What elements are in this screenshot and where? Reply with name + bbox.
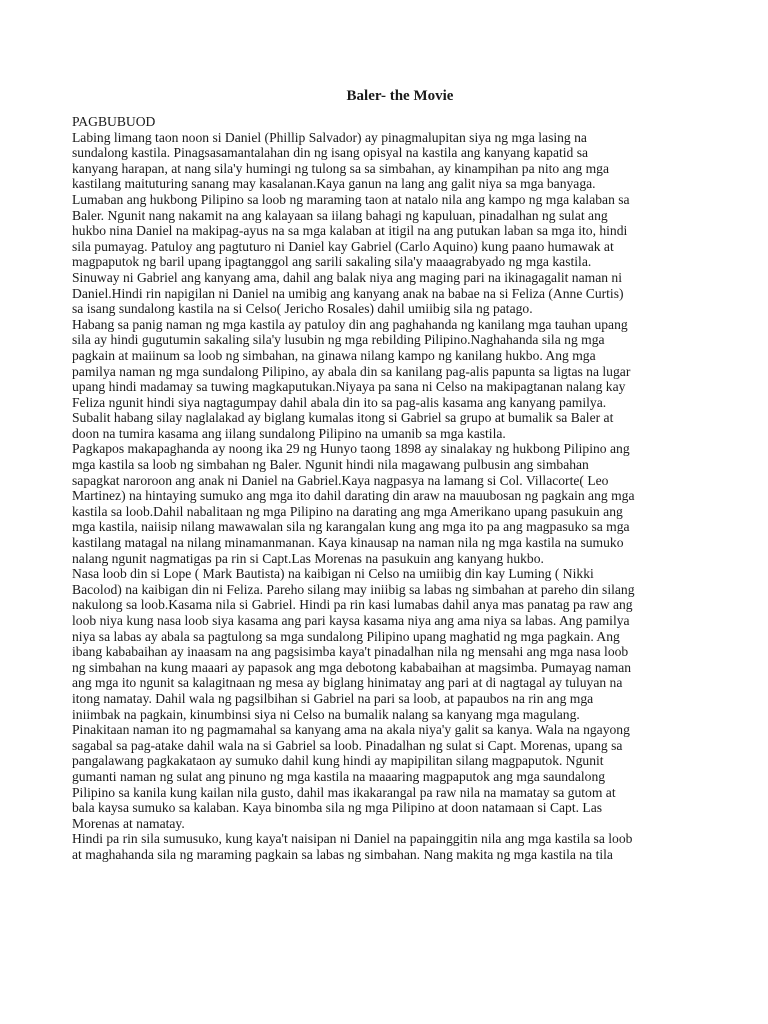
text-line: itong namatay. Dahil wala ng pagsilbihan si Gabriel na pari sa loob, at papaubos na rin ang mga <box>72 690 594 706</box>
title-main: Baler <box>346 88 381 104</box>
text-line: kastila sa loob.Dahil nabalitaan ng mga Pilipino na darating ang mga Amerikano upang pasukuin ang <box>72 503 623 519</box>
text-line: Bacolod) na kaibigan din ni Feliza. Pareho silang may iniibig sa labas ng simbahan at pareho din silang <box>72 581 635 597</box>
text-line: niya sa labas ay abala sa pagtulong sa mga sundalong Pilipino upang maghatid ng mga pagkain. Ang <box>72 628 620 644</box>
text-line: bala kaysa sumuko sa kalaban. Kaya binomba sila ng mga Pilipino at doon natamaan si Capt. Las <box>72 800 603 816</box>
text-line: Subalit habang silay naglalakad ay biglang kumalas itong si Gabriel sa grupo at bumalik sa Baler at <box>72 410 614 426</box>
text-line: kanyang harapan, at nang sila'y humingi ng tulong sa sa simbahan, ay kinampihan pa nito ang mga <box>72 160 610 176</box>
text-line: ng simbahan na kung maaari ay papasok ang mga debotong kababaihan at magsimba. Pumayag naman <box>72 659 632 675</box>
text-line: Feliza ngunit hindi siya nagtagumpay dahil abala din ito sa pag-alis kasama ang kanyang pamilya. <box>72 394 607 410</box>
text-line: Labing limang taon noon si Daniel (Phillip Salvador) ay pinagmalupitan siya ng mga lasing na <box>72 129 587 145</box>
text-line: Morenas at namatay. <box>72 815 185 831</box>
text-line: pamilya naman ng mga sundalong Pilipino, ay abala din sa kanilang pag-alis papunta sa ligtas na lugar <box>72 363 631 379</box>
text-line: sundalong kastila. Pinagsasamantalahan din ng isang opisyal na kastila ang kanyang kapatid sa <box>72 145 589 161</box>
text-line: mga kastila, naiisip nilang mawawalan sila ng karangalan kung ang mga ito pa ang magpasuko sa mga <box>72 519 630 535</box>
text-line: sa isang sundalong kastila na si Celso( Jericho Rosales) dahil umiibig sila ng patago. <box>72 301 533 317</box>
text-line: Pagkapos makapaghanda ay noong ika 29 ng Hunyo taong 1898 ay sinalakay ng hukbong Pilipino ang <box>72 441 630 457</box>
text-line: Lumaban ang hukbong Pilipino sa loob ng maraming taon at natalo nila ang kampo ng mga kalaban sa <box>72 191 630 207</box>
text-line: mga kastila sa loob ng simbahan ng Baler. Ngunit hindi nila magawang pulbusin ang simbahan <box>72 457 589 473</box>
text-line: Pilipino sa kanila kung kailan nila gusto, dahil mas ikakarangal pa raw nila na mamatay sa gutom at <box>72 784 616 800</box>
text-line: Hindi pa rin sila sumusuko, kung kaya't naisipan ni Daniel na papainggitin nila ang mga kastila sa loob <box>72 831 633 847</box>
text-line: nalang ngunit nagmatigas pa rin si Capt.Las Morenas na pasukuin ang kanyang hukbo. <box>72 550 544 566</box>
document-title <box>72 86 728 106</box>
text-line: Baler. Ngunit nang nakamit na ang kalayaan sa iilang bahagi ng kapuluan, pinadalhan ng sulat ang <box>72 207 608 223</box>
document-body <box>72 114 728 863</box>
text-line: at maghahanda sila ng maraming pagkain sa labas ng simbahan. Nang makita ng mga kastila na tila <box>72 846 613 862</box>
text-line: sila ay hindi gugutumin sakaling sila'y lusubin ng mga rebilding Pilipino.Naghahanda sila ng mga <box>72 332 605 348</box>
text-line: Pinakitaan naman ito ng pagmamahal sa kanyang ama na akala niya'y galit sa kanya. Wala na ngayong <box>72 722 630 738</box>
text-line: Habang sa panig naman ng mga kastila ay patuloy din ang paghahanda ng kanilang mga tauhan upang <box>72 316 628 332</box>
section-heading: PAGBUBUOD <box>72 114 156 129</box>
title-rest: - the Movie <box>380 88 454 104</box>
text-line: kastilang matagal na nilang minamanmanan. Kaya kinausap na naman nila ng mga kastila na sumuko <box>72 535 624 551</box>
text-line: ibang kababaihan ay inaasam na ang pagsisimba kaya't pinadalhan nila ng mensahi ang mga nasa loob <box>72 644 629 660</box>
text-line: Nasa loob din si Lope ( Mark Bautista) na kaibigan ni Celso na umiibig din kay Luming ( Nikki <box>72 566 594 582</box>
text-line: upang hindi madamay sa tuwing magkaputukan.Niyaya pa sana ni Celso na makipagtanan nalang kay <box>72 379 626 395</box>
text-line: nakulong sa loob.Kasama nila si Gabriel. Hindi pa rin kasi lumabas dahil anya mas panatag pa raw ang <box>72 597 633 613</box>
text-line: sapagkat naroroon ang anak ni Daniel na Gabriel.Kaya nagpasya na lamang si Col. Villacorte( Leo <box>72 472 609 488</box>
text-line: iniimbak na pagkain, kinumbinsi siya ni Celso na bumalik nalang sa kanyang mga magulang. <box>72 706 580 722</box>
text-line: Daniel.Hindi rin napigilan ni Daniel na umibig ang kanyang anak na babae na si Feliza (Anne Curtis) <box>72 285 624 301</box>
text-line: loob niya kung nasa loob siya kasama ang pari kaysa kasama niya ang ama niya sa labas. Ang pamilya <box>72 613 630 628</box>
text-line: sagabal sa pag-atake dahil wala na si Gabriel sa loob. Pinadalhan ng sulat si Capt. Morenas, upang sa <box>72 737 623 753</box>
text-line: magpaputok ng baril upang ipagtanggol ang sarili sakaling sila'y maaagrabyado ng mga kastila. <box>72 254 592 270</box>
text-line: gumanti naman ng sulat ang pinuno ng mga kastila na maaaring magpaputok ang mga saundalong <box>72 768 606 784</box>
text-line: kastilang maituturing sanang may kasalanan.Kaya ganun na lang ang galit niya sa mga banyaga. <box>72 176 596 192</box>
text-line: pangalawang pagkakataon ay sumuko dahil kung hindi ay mapipilitan silang magpaputok. Ngunit <box>72 753 604 769</box>
text-line: Sinuway ni Gabriel ang kanyang ama, dahil ang balak niya ang maging pari na ikinagagalit naman ni <box>72 269 623 285</box>
text-line: sila pumayag. Patuloy ang pagtuturo ni Daniel kay Gabriel (Carlo Aquino) kung paano humawak at <box>72 238 614 254</box>
text-line: ang mga ito ngunit sa kalagitnaan ng mesa ay biglang hinimatay ang pari at di nagtagal ay tuluyan na <box>72 675 623 691</box>
text-line: Martinez) na hintaying sumuko ang mga ito dahil darating din araw na mauubosan ng pagkain ang mga <box>72 488 635 504</box>
text-line: doon na tumira kasama ang iilang sundalong Pilipino na umanib sa mga kastila. <box>72 425 506 441</box>
text-line: pagkain at maiinum sa loob ng simbahan, na ginawa nilang kampo ng kanilang hukbo. Ang mga <box>72 347 596 363</box>
text-line: hukbo nina Daniel na makipag-ayus na sa mga kalaban at itigil na ang putukan laban sa mga ito, hindi <box>72 223 628 239</box>
